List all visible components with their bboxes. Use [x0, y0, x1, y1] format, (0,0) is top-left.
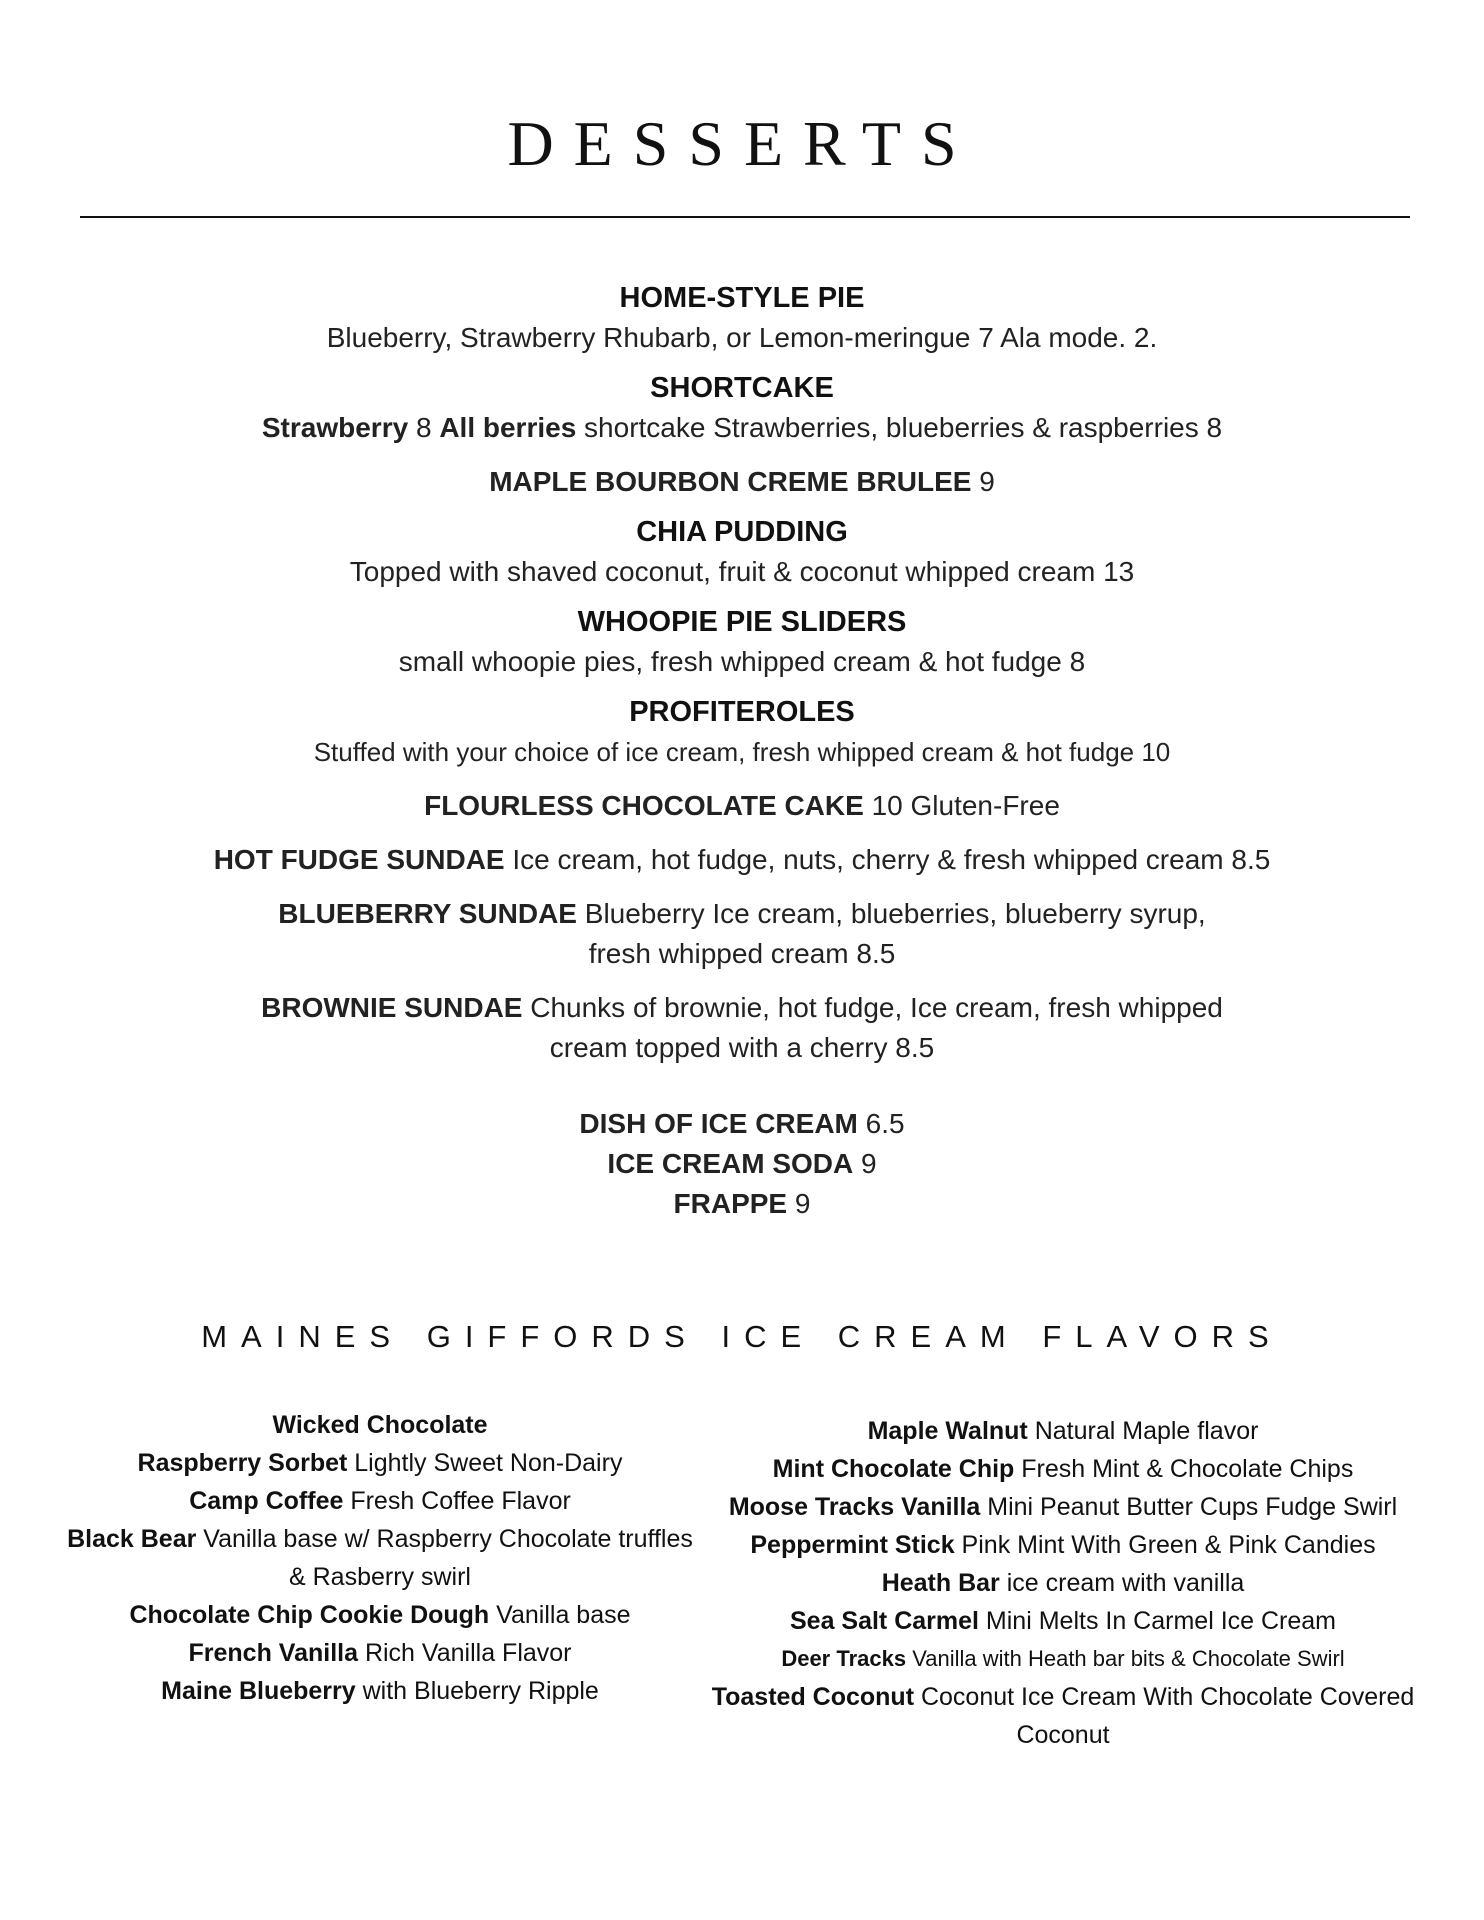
item-name: FRAPPE [673, 1188, 788, 1219]
item-name: SHORTCAKE [650, 372, 834, 404]
flavor-name: Chocolate Chip Cookie Dough [129, 1601, 490, 1629]
flavor-item [708, 1488, 1418, 1526]
item-name: FLOURLESS CHOCOLATE CAKE [424, 790, 864, 821]
flavors-heading: MAINES GIFFORDS ICE CREAM FLAVORS [201, 1319, 1283, 1354]
flavor-item [60, 1406, 700, 1444]
item-description: Chunks of brownie, hot fudge, Ice cream, fresh whipped cream topped with a cherry 8.5 [522, 992, 1223, 1063]
flavor-description: Vanilla with Heath bar bits & Chocolate Swirl [906, 1646, 1345, 1671]
flavor-name: Camp Coffee [189, 1487, 344, 1515]
menu-item-blueberry-sundae [110, 894, 1374, 974]
item-price: 9 [971, 466, 995, 497]
flavor-description: Pink Mint With Green & Pink Candies [954, 1531, 1376, 1559]
item-name: BROWNIE SUNDAE [261, 992, 523, 1023]
page-title: DESSERTS [507, 108, 977, 179]
item-name: ICE CREAM SODA [607, 1148, 854, 1179]
item-name: HOT FUDGE SUNDAE [213, 844, 505, 875]
flavor-item [708, 1450, 1418, 1488]
flavor-name: French Vanilla [188, 1639, 358, 1667]
title-divider [80, 216, 1410, 218]
menu-item-brulee [110, 462, 1374, 502]
flavor-description: ice cream with vanilla [999, 1569, 1245, 1597]
option-price: 8 [408, 412, 440, 443]
item-price: 6.5 [857, 1108, 905, 1139]
flavor-name: Maine Blueberry [161, 1677, 356, 1705]
option-description: shortcake Strawberries, blueberries & raspberries 8 [576, 412, 1223, 443]
flavor-name: Maple Walnut [867, 1417, 1028, 1445]
flavor-item [708, 1564, 1418, 1602]
flavor-item [708, 1678, 1418, 1754]
flavor-item [708, 1640, 1418, 1678]
flavor-item [708, 1602, 1418, 1640]
item-description [110, 408, 1374, 448]
menu-item-whoopie [110, 602, 1374, 682]
flavor-description: Rich Vanilla Flavor [358, 1639, 572, 1667]
flavors-left-column [60, 1406, 700, 1710]
flavor-name: Mint Chocolate Chip [772, 1455, 1015, 1483]
flavor-item [60, 1520, 700, 1596]
menu-item-dish-of-ice-cream [110, 1104, 1374, 1144]
flavor-description: Vanilla base w/ Raspberry Chocolate truffles & Rasberry swirl [196, 1525, 693, 1591]
option-name: Strawberry [261, 412, 409, 443]
flavor-item [60, 1596, 700, 1634]
option-name: All berries [439, 412, 577, 443]
flavor-name: Deer Tracks [781, 1646, 907, 1671]
flavor-name: Sea Salt Carmel [789, 1607, 979, 1635]
flavor-item [708, 1412, 1418, 1450]
flavor-name: Moose Tracks Vanilla [728, 1493, 981, 1521]
item-price: 9 [853, 1148, 877, 1179]
item-name: HOME-STYLE PIE [619, 282, 865, 314]
menu-item-profiteroles [110, 692, 1374, 772]
flavor-item [708, 1526, 1418, 1564]
flavor-item [60, 1482, 700, 1520]
item-name: MAPLE BOURBON CREME BRULEE [489, 466, 972, 497]
item-name: BLUEBERRY SUNDAE [278, 898, 577, 929]
flavor-name: Toasted Coconut [711, 1683, 915, 1711]
flavor-item [60, 1672, 700, 1710]
menu-item-frappe [110, 1184, 1374, 1224]
menu-item-chia [110, 512, 1374, 592]
flavor-name: Wicked Chocolate [272, 1411, 488, 1439]
flavor-name: Peppermint Stick [750, 1531, 955, 1559]
dessert-list [110, 278, 1374, 1224]
flavor-description: Natural Maple flavor [1027, 1417, 1259, 1445]
flavors-right-column [708, 1412, 1418, 1754]
item-name: DISH OF ICE CREAM [579, 1108, 858, 1139]
flavor-name: Raspberry Sorbet [137, 1449, 348, 1477]
flavor-description: Fresh Coffee Flavor [343, 1487, 571, 1515]
flavor-description: Vanilla base [489, 1601, 631, 1629]
item-description: Topped with shaved coconut, fruit & coconut whipped cream 13 [349, 556, 1135, 587]
flavor-item [60, 1444, 700, 1482]
item-description: Stuffed with your choice of ice cream, fresh whipped cream & hot fudge 10 [313, 737, 1171, 767]
menu-item-flourless [110, 786, 1374, 826]
menu-item-hot-fudge-sundae [110, 840, 1374, 880]
flavor-description: Coconut Ice Cream With Chocolate Covered Coconut [914, 1683, 1415, 1749]
flavor-description: Fresh Mint & Chocolate Chips [1014, 1455, 1354, 1483]
menu-item-shortcake [110, 368, 1374, 448]
menu-item-pie [110, 278, 1374, 358]
item-description: 10 Gluten-Free [863, 790, 1060, 821]
menu-item-ice-cream-soda [110, 1144, 1374, 1184]
item-description: Ice cream, hot fudge, nuts, cherry & fresh whipped cream 8.5 [504, 844, 1271, 875]
item-name: WHOOPIE PIE SLIDERS [577, 606, 907, 638]
flavor-name: Heath Bar [881, 1569, 1000, 1597]
menu-item-brownie-sundae [110, 988, 1374, 1068]
flavor-description: Mini Peanut Butter Cups Fudge Swirl [980, 1493, 1398, 1521]
flavor-description: with Blueberry Ripple [355, 1677, 599, 1705]
flavor-description: Lightly Sweet Non-Dairy [347, 1449, 623, 1477]
item-price: 9 [787, 1188, 811, 1219]
item-description: small whoopie pies, fresh whipped cream & hot fudge 8 [398, 646, 1086, 677]
item-name: CHIA PUDDING [636, 516, 848, 548]
flavor-name: Black Bear [67, 1525, 197, 1553]
item-name: PROFITEROLES [629, 696, 855, 728]
item-description: Blueberry Ice cream, blueberries, blueberry syrup, fresh whipped cream 8.5 [576, 898, 1206, 969]
flavor-description: Mini Melts In Carmel Ice Cream [978, 1607, 1337, 1635]
flavor-item [60, 1634, 700, 1672]
item-description: Blueberry, Strawberry Rhubarb, or Lemon-meringue 7 Ala mode. 2. [326, 322, 1158, 353]
